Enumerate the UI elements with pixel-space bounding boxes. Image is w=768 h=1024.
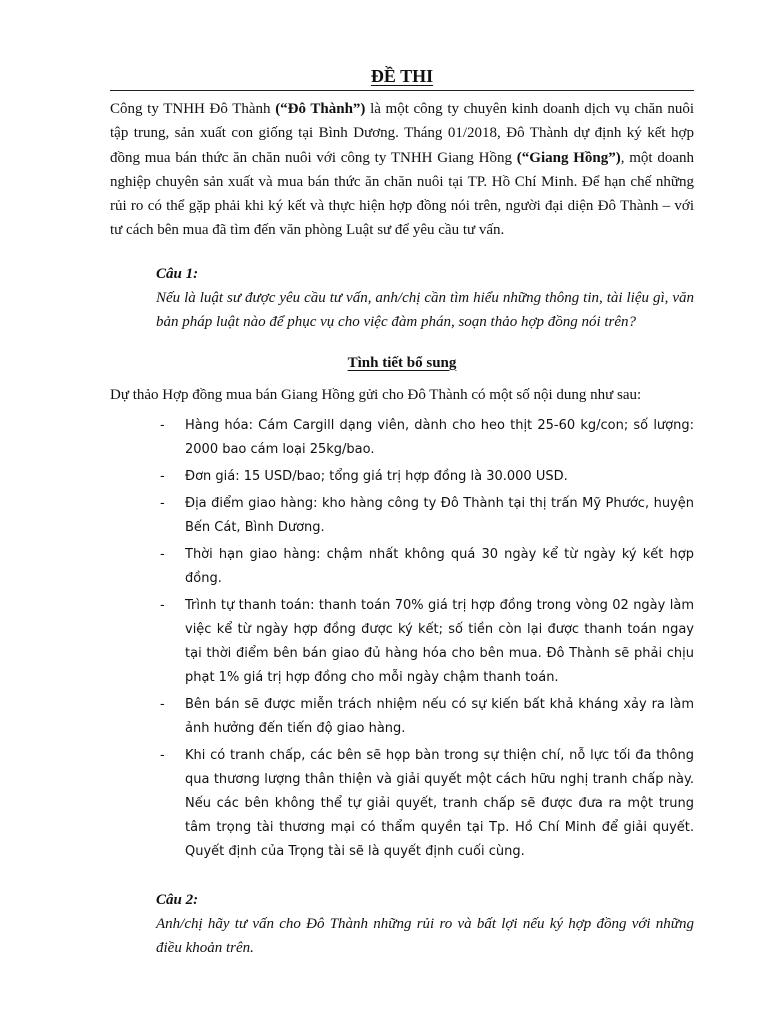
intro-text-1: Công ty TNHH Đô Thành (110, 101, 276, 117)
list-item (110, 414, 694, 462)
list-item (110, 594, 694, 690)
list-dash: - (160, 747, 165, 763)
intro-text-2: là một công ty chuyên kinh doanh dịch vụ chăn nuôi tập trung, sản xuất con giống tại Bình Dương. Tháng 01/2018, Đô Thành dự định ký kết hợp đồng mua bán thức ăn chăn nuôi với công ty TNHH Giang Hồng (110, 101, 694, 166)
list-item-text: Bên bán sẽ được miễn trách nhiệm nếu có sự kiến bất khả kháng xảy ra làm ảnh hưởng đến tiến độ giao hàng. (185, 696, 694, 736)
list-item-text: Khi có tranh chấp, các bên sẽ họp bàn trong sự thiện chí, nỗ lực tối đa thông qua thương lượng thân thiện và giải quyết một cách hữu nghị tranh chấp này. Nếu các bên không thể tự giải quyết, tranh chấp sẽ được đưa ra một trung tâm trọng tài thương mại có thẩm quyền tại Tp. Hồ Chí Minh để giải quyết. Quyết định của Trọng tài sẽ là quyết định cuối cùng. (185, 747, 694, 859)
list-item-text: Địa điểm giao hàng: kho hàng công ty Đô Thành tại thị trấn Mỹ Phước, huyện Bến Cát, Bình Dương. (185, 495, 694, 535)
list-item (110, 543, 694, 591)
list-dash: - (160, 597, 165, 613)
list-item (110, 744, 694, 864)
list-dash: - (160, 468, 165, 484)
question-1 (156, 262, 694, 335)
list-dash: - (160, 546, 165, 562)
supplement-lead: Dự thảo Hợp đồng mua bán Giang Hồng gửi cho Đô Thành có một số nội dung như sau: (110, 386, 642, 403)
list-dash: - (160, 417, 165, 433)
list-item (110, 492, 694, 540)
intro-bold-do-thanh: (“Đô Thành”) (275, 101, 366, 117)
intro-paragraph (110, 97, 694, 243)
list-item-text: Thời hạn giao hàng: chậm nhất không quá 30 ngày kể từ ngày ký kết hợp đồng. (185, 546, 694, 586)
list-item-text: Đơn giá: 15 USD/bao; tổng giá trị hợp đồng là 30.000 USD. (185, 468, 568, 484)
intro-bold-giang-hong: (“Giang Hồng”) (516, 149, 621, 166)
list-item (110, 465, 694, 489)
question-1-text: Nếu là luật sư được yêu cầu tư vấn, anh/chị cần tìm hiểu những thông tin, tài liệu gì, văn bản pháp luật nào để phục vụ cho việc đàm phán, soạn thảo hợp đồng nói trên? (156, 290, 694, 331)
exam-title: ĐỀ THI (110, 62, 694, 91)
question-2-label: Câu 2: (156, 891, 199, 908)
list-item (110, 693, 694, 741)
question-2 (156, 888, 694, 961)
exam-document (110, 62, 694, 961)
list-dash: - (160, 696, 165, 712)
supplement-title: Tình tiết bổ sung (347, 354, 457, 371)
list-item-text: Hàng hóa: Cám Cargill dạng viên, dành cho heo thịt 25-60 kg/con; số lượng: 2000 bao cám loại 25kg/bao. (185, 417, 694, 457)
list-dash: - (160, 495, 165, 511)
question-1-label: Câu 1: (156, 265, 199, 282)
intro-text-3: , một doanh nghiệp chuyên sản xuất và mua bán thức ăn chăn nuôi tại TP. Hồ Chí Minh. Để hạn chế những rủi ro có thể gặp phải khi ký kết và thực hiện hợp đồng nói trên, người đại diện Đô Thành – với tư cách bên mua đã tìm đến văn phòng Luật sư để yêu cầu tư vấn. (110, 149, 694, 239)
list-item-text: Trình tự thanh toán: thanh toán 70% giá trị hợp đồng trong vòng 02 ngày làm việc kể từ ngày hợp đồng được ký kết; số tiền còn lại được thanh toán ngay tại thời điểm bên bán giao đủ hàng hóa cho bên mua. Đô Thành sẽ phải chịu phạt 1% giá trị hợp đồng cho mỗi ngày chậm thanh toán. (185, 597, 694, 685)
question-2-text: Anh/chị hãy tư vấn cho Đô Thành những rủi ro và bất lợi nếu ký hợp đồng với những điều khoản trên. (156, 915, 694, 957)
contract-terms-list (110, 414, 694, 864)
